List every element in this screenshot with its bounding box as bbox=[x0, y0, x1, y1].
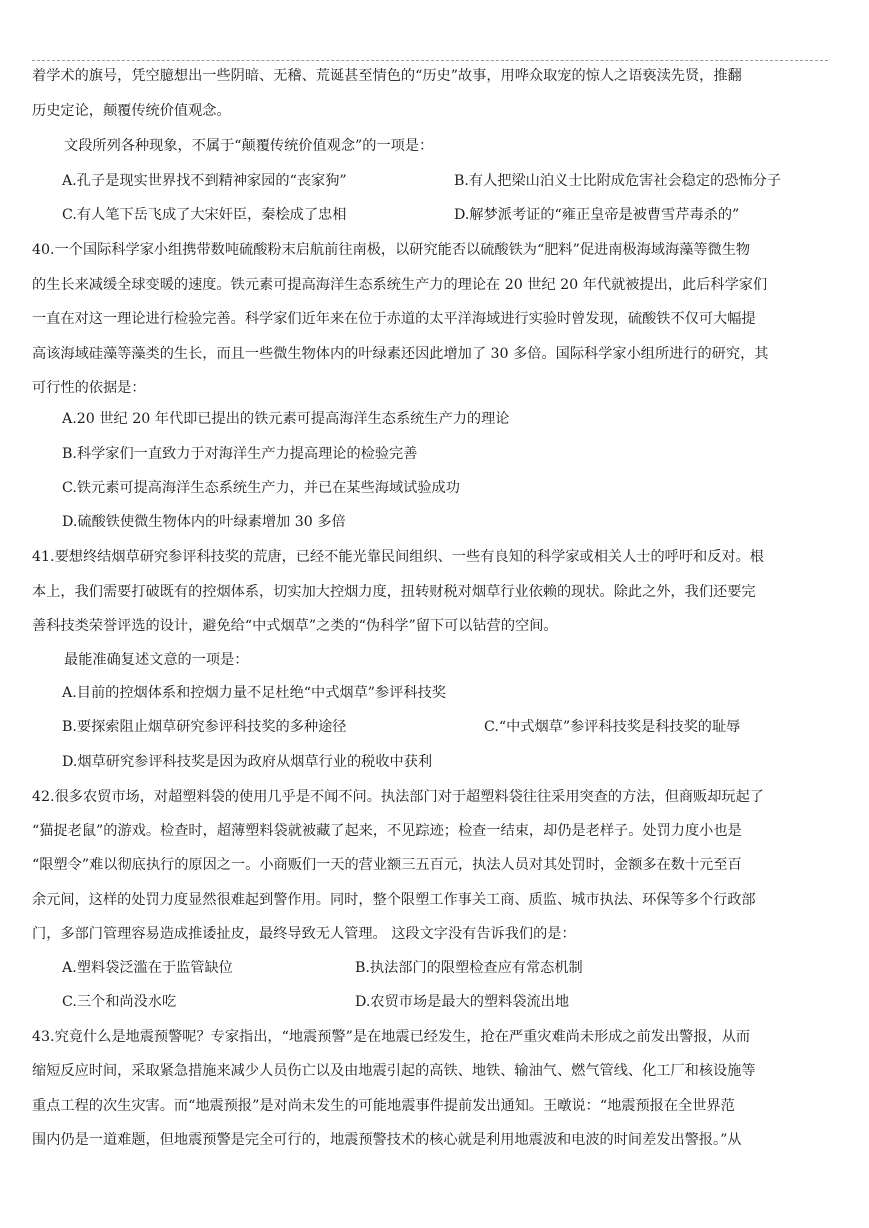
question-42-line: 42.很多农贸市场，对超塑料袋的使用几乎是不闻不问。执法部门对于超塑料袋往往采用突查的方法，但商贩却玩起了 bbox=[32, 789, 764, 805]
option-c: C.三个和尚没水吃 bbox=[62, 994, 177, 1010]
question-42-line: “限塑令”难以彻底执行的原因之一。小商贩们一天的营业额三五百元，执法人员对其处罚时，金额多在数十元至百 bbox=[32, 857, 742, 873]
option-a: A.目前的控烟体系和控烟力量不足杜绝“中式烟草”参评科技奖 bbox=[62, 685, 446, 701]
question-43-line: 围内仍是一道难题，但地震预警是完全可行的，地震预警技术的核心就是利用地震波和电波的时间差发出警报。”从 bbox=[32, 1132, 742, 1148]
option-b: B.有人把梁山泊义士比附成危害社会稳定的恐怖分子 bbox=[454, 173, 782, 189]
option-c: C.铁元素可提高海洋生态系统生产力，并已在某些海域试验成功 bbox=[62, 480, 460, 496]
question-stem: 文段所列各种现象，不属于“颠覆传统价值观念”的一项是： bbox=[64, 138, 434, 154]
option-a: A.20 世纪 20 年代即已提出的铁元素可提高海洋生态系统生产力的理论 bbox=[62, 411, 510, 427]
passage-line: 历史定论，颠覆传统价值观念。 bbox=[32, 103, 231, 119]
question-43-line: 43.究竟什么是地震预警呢？专家指出，“地震预警”是在地震已经发生，抢在严重灾难尚未形成之前发出警报，从而 bbox=[32, 1029, 751, 1045]
question-40-line: 可行性的依据是： bbox=[32, 380, 146, 396]
passage-line: 着学术的旗号，凭空臆想出一些阴暗、无稽、荒诞甚至情色的“历史”故事，用哗众取宠的惊人之语亵渎先贤，推翻 bbox=[32, 68, 742, 84]
option-c: C.有人笔下岳飞成了大宋奸臣，秦桧成了忠相 bbox=[62, 207, 347, 223]
question-43-line: 缩短反应时间，采取紧急措施来减少人员伤亡以及由地震引起的高铁、地铁、输油气、燃气管线、化工厂和核设施等 bbox=[32, 1063, 756, 1079]
top-dashed-rule bbox=[32, 60, 828, 61]
option-b: B.执法部门的限塑检查应有常态机制 bbox=[355, 960, 583, 976]
question-41-line: 本上，我们需要打破既有的控烟体系，切实加大控烟力度，扭转财税对烟草行业依赖的现状。除此之外，我们还要完 bbox=[32, 584, 756, 600]
option-d: D.解梦派考证的“雍正皇帝是被曹雪芹毒杀的” bbox=[454, 207, 740, 223]
option-b: B.要探索阻止烟草研究参评科技奖的多种途径 bbox=[62, 719, 347, 735]
question-43-line: 重点工程的次生灾害。而“地震预报”是对尚未发生的可能地震事件提前发出通知。王暾说：“地震预报在全世界范 bbox=[32, 1098, 735, 1114]
option-a: A.塑料袋泛滥在于监管缺位 bbox=[62, 960, 233, 976]
question-40-line: 一直在对这一理论进行检验完善。科学家们近年来在位于赤道的太平洋海域进行实验时曾发现，硫酸铁不仅可大幅提 bbox=[32, 311, 756, 327]
question-42-line: 余元间，这样的处罚力度显然很难起到警作用。同时，整个限塑工作事关工商、质监、城市执法、环保等多个行政部 bbox=[32, 892, 756, 908]
question-42-line: 门，多部门管理容易造成推诿扯皮，最终导致无人管理。 这段文字没有告诉我们的是： bbox=[32, 926, 576, 942]
option-c: C.“中式烟草”参评科技奖是科技奖的耻辱 bbox=[484, 719, 741, 735]
option-d: D.农贸市场是最大的塑料袋流出地 bbox=[355, 994, 570, 1010]
question-40-line: 的生长来减缓全球变暖的速度。铁元素可提高海洋生态系统生产力的理论在 20 世纪 20 年代就被提出，此后科学家们 bbox=[32, 277, 768, 293]
question-41-line: 41.要想终结烟草研究参评科技奖的荒唐，已经不能光靠民间组织、一些有良知的科学家或相关人士的呼吁和反对。根 bbox=[32, 549, 764, 565]
question-40-line: 40.一个国际科学家小组携带数吨硫酸粉末启航前往南极，以研究能否以硫酸铁为“肥料”促进南极海域海藻等微生物 bbox=[32, 242, 751, 258]
question-stem: 最能准确复述文意的一项是： bbox=[64, 652, 249, 668]
question-42-line: “猫捉老鼠”的游戏。检查时，超薄塑料袋就被藏了起来，不见踪迹；检查一结束，却仍是老样子。处罚力度小也是 bbox=[32, 823, 742, 839]
option-b: B.科学家们一直致力于对海洋生产力提高理论的检验完善 bbox=[62, 446, 418, 462]
question-41-line: 善科技类荣誉评选的设计，避免给“中式烟草”之类的“伪科学”留下可以钻营的空间。 bbox=[32, 618, 558, 634]
question-40-line: 高该海域硅藻等藻类的生长，而且一些微生物体内的叶绿素还因此增加了 30 多倍。国际科学家小组所进行的研究，其 bbox=[32, 346, 769, 362]
option-a: A.孔子是现实世界找不到精神家园的“丧家狗” bbox=[62, 173, 347, 189]
option-d: D.烟草研究参评科技奖是因为政府从烟草行业的税收中获利 bbox=[62, 754, 433, 770]
option-d: D.硫酸铁使微生物体内的叶绿素增加 30 多倍 bbox=[62, 514, 346, 530]
